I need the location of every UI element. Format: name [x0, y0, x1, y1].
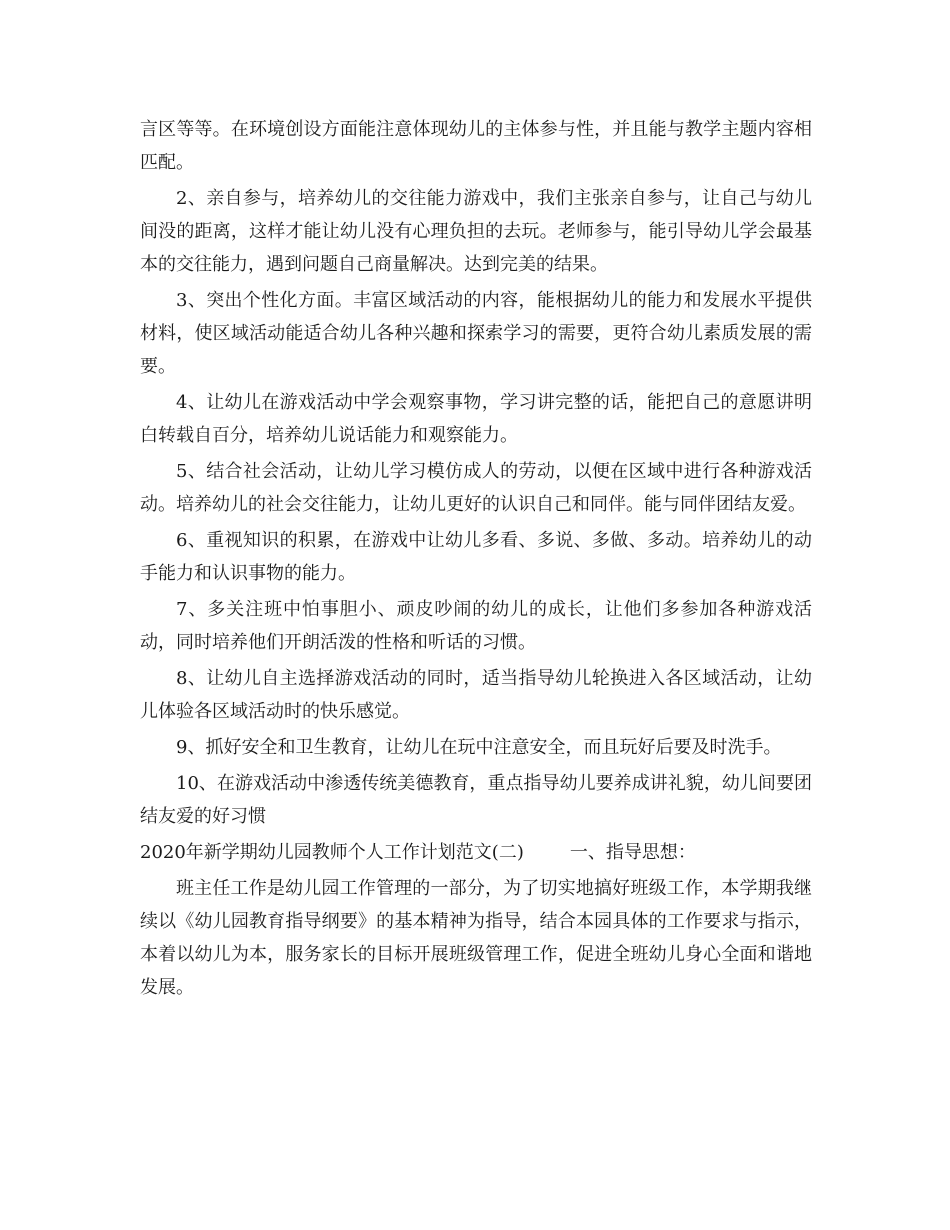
paragraph-item-3: 3、突出个性化方面。丰富区域活动的内容，能根据幼儿的能力和发展水平提供材料，使区域活动能适合幼儿各种兴趣和探索学习的需要，更符合幼儿素质发展的需要。 [140, 290, 812, 377]
paragraph-item-10: 10、在游戏活动中渗透传统美德教育，重点指导幼儿要养成讲礼貌，幼儿间要团结友爱的好习惯 [140, 773, 812, 827]
document-body [140, 113, 812, 1007]
section-subheading: 一、指导思想： [569, 842, 696, 863]
section-title: 2020年新学期幼儿园教师个人工作计划范文(二) [140, 842, 524, 863]
paragraph-item-7: 7、多关注班中怕事胆小、顽皮吵闹的幼儿的成长，让他们多参加各种游戏活动，同时培养他们开朗活泼的性格和听话的习惯。 [140, 599, 812, 653]
paragraph-item-5: 5、结合社会活动，让幼儿学习模仿成人的劳动，以便在区域中进行各种游戏活动。培养幼儿的社会交往能力，让幼儿更好的认识自己和同伴。能与同伴团结友爱。 [140, 461, 812, 515]
paragraph-continued: 言区等等。在环境创设方面能注意体现幼儿的主体参与性，并且能与教学主题内容相匹配。 [140, 119, 812, 173]
section-heading-line [140, 836, 812, 869]
paragraph-item-8: 8、让幼儿自主选择游戏活动的同时，适当指导幼儿轮换进入各区域活动，让幼儿体验各区域活动时的快乐感觉。 [140, 668, 812, 722]
paragraph-item-9: 9、抓好安全和卫生教育，让幼儿在玩中注意安全，而且玩好后要及时洗手。 [176, 737, 782, 758]
paragraph-item-6: 6、重视知识的积累，在游戏中让幼儿多看、多说、多做、多动。培养幼儿的动手能力和认识事物的能力。 [140, 530, 812, 584]
paragraph-item-2: 2、亲自参与，培养幼儿的交往能力游戏中，我们主张亲自参与，让自己与幼儿间没的距离，这样才能让幼儿没有心理负担的去玩。老师参与，能引导幼儿学会最基本的交往能力，遇到问题自己商量解决。达到完美的结果。 [140, 188, 812, 275]
paragraph-item-4: 4、让幼儿在游戏活动中学会观察事物，学习讲完整的话，能把自己的意愿讲明白转载自百分，培养幼儿说话能力和观察能力。 [140, 392, 812, 446]
closing-paragraph: 班主任工作是幼儿园工作管理的一部分，为了切实地搞好班级工作，本学期我继续以《幼儿园教育指导纲要》的基本精神为指导，结合本园具体的工作要求与指示，本着以幼儿为本，服务家长的目标开展班级管理工作，促进全班幼儿身心全面和谐地发展。 [140, 878, 812, 998]
